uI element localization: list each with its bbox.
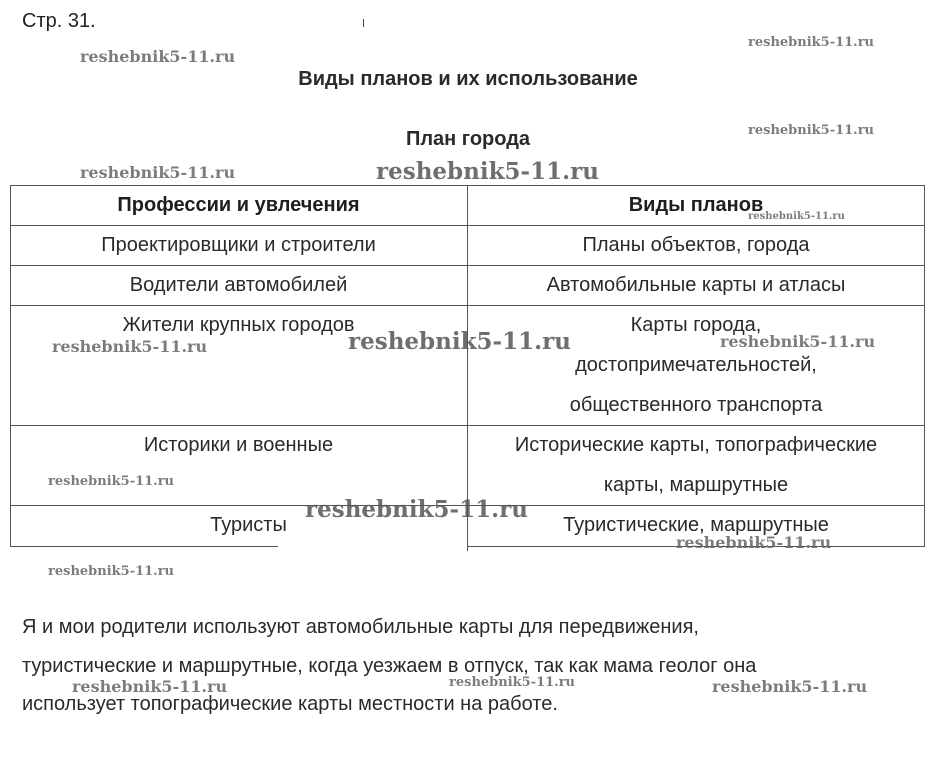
- table-cell-plan-type: Туристические, маршрутные: [563, 514, 829, 536]
- watermark: reshebnik5-11.ru: [80, 163, 236, 182]
- watermark: reshebnik5-11.ru: [748, 35, 875, 50]
- watermark: reshebnik5-11.ru: [72, 677, 228, 696]
- paragraph-line: туристические и маршрутные, когда уезжаем в отпуск, так как мама геолог она: [22, 655, 757, 677]
- table-border: [10, 185, 11, 547]
- table-cell-plan-type: Планы объектов, города: [582, 234, 810, 256]
- watermark: reshebnik5-11.ru: [676, 533, 832, 552]
- table-cell-plan-type: карты, маршрутные: [603, 474, 789, 496]
- watermark: reshebnik5-11.ru: [348, 328, 571, 355]
- watermark: reshebnik5-11.ru: [52, 337, 208, 356]
- watermark: reshebnik5-11.ru: [720, 332, 876, 351]
- watermark: reshebnik5-11.ru: [305, 496, 528, 523]
- stray-mark: [363, 19, 364, 27]
- table-header-plan-types: Виды планов: [628, 194, 764, 216]
- table-cell-profession: Жители крупных городов: [122, 314, 355, 336]
- paragraph-line: использует топографические карты местности на работе.: [22, 693, 558, 715]
- watermark: reshebnik5-11.ru: [48, 564, 175, 579]
- watermark: reshebnik5-11.ru: [376, 158, 599, 185]
- watermark: reshebnik5-11.ru: [449, 675, 576, 690]
- table-cell-profession: Проектировщики и строители: [101, 234, 376, 256]
- watermark: reshebnik5-11.ru: [48, 474, 175, 489]
- table-border: [10, 546, 278, 547]
- watermark: reshebnik5-11.ru: [712, 677, 868, 696]
- watermark: reshebnik5-11.ru: [748, 211, 845, 222]
- table-cell-plan-type: Карты города,: [630, 314, 762, 336]
- paragraph-line: Я и мои родители используют автомобильные карты для передвижения,: [22, 616, 699, 638]
- table-cell-profession: Туристы: [210, 514, 287, 536]
- table-cell-plan-type: достопримечательностей,: [575, 354, 817, 376]
- watermark: reshebnik5-11.ru: [748, 123, 875, 138]
- table-header-professions: Профессии и увлечения: [117, 194, 360, 216]
- table-cell-plan-type: общественного транспорта: [569, 394, 823, 416]
- watermark: reshebnik5-11.ru: [80, 47, 236, 66]
- page-number: Стр. 31.: [22, 10, 96, 32]
- table-cell-plan-type: Автомобильные карты и атласы: [546, 274, 846, 296]
- section-title: План города: [405, 128, 531, 150]
- table-cell-plan-type: Исторические карты, топографические: [514, 434, 878, 456]
- table-cell-profession: Историки и военные: [143, 434, 334, 456]
- table-cell-profession: Водители автомобилей: [129, 274, 348, 296]
- page-title: Виды планов и их использование: [298, 68, 638, 90]
- table-border: [924, 185, 925, 547]
